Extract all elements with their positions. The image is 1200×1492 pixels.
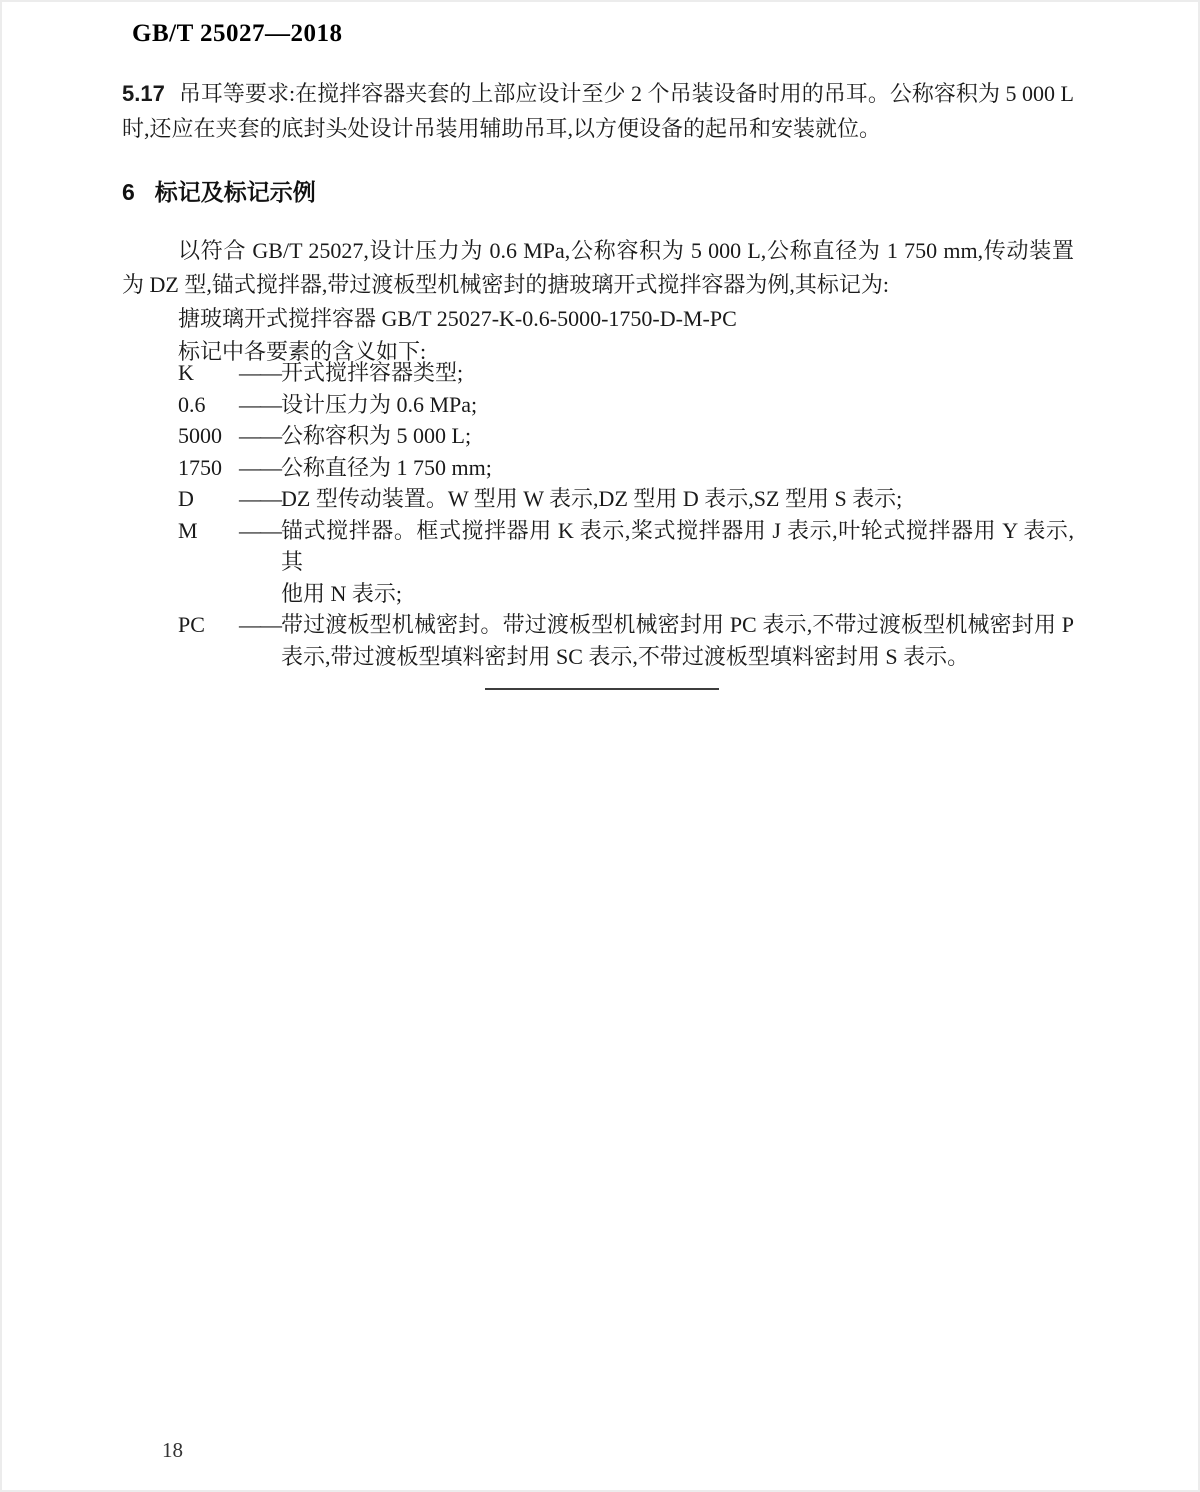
item-code-cell: [178, 452, 281, 484]
item-code-cell: [178, 357, 281, 389]
item-code: 5000: [178, 423, 222, 448]
item-desc-line: 他用 N 表示;: [281, 580, 403, 606]
item-desc-line: 表示,带过渡板型填料密封用 SC 表示,不带过渡板型填料密封用 S 表示。: [281, 643, 970, 669]
item-code: PC: [178, 612, 205, 637]
item-description: [281, 452, 1074, 484]
item-code: D: [178, 486, 194, 511]
item-description: [281, 609, 1074, 672]
em-dash: ——: [239, 423, 281, 448]
paragraph-text: 吊耳等要求:在搅拌容器夹套的上部应设计至少 2 个吊装设备时用的吊耳。公称容积为 5 000 L: [178, 81, 1074, 106]
list-item: [178, 357, 1074, 389]
section-number: 6: [122, 179, 135, 205]
item-desc-line: 开式搅拌容器类型;: [281, 360, 464, 385]
standard-code-header: GB/T 25027—2018: [132, 20, 343, 47]
item-code-cell: [178, 389, 281, 421]
paragraph-line: 为 DZ 型,锚式搅拌器,带过渡板型机械密封的搪玻璃开式搅拌容器为例,其标记为:: [122, 272, 889, 297]
item-code: 1750: [178, 454, 222, 480]
list-item: [178, 609, 1074, 672]
item-code-cell: [178, 420, 281, 452]
clause-number: 5.17: [122, 81, 165, 106]
em-dash: ——: [239, 391, 281, 417]
em-dash: ——: [239, 517, 281, 543]
elements-intro-line: 标记中各要素的含义如下:: [178, 339, 427, 364]
item-desc-line: 锚式搅拌器。框式搅拌器用 K 表示,桨式搅拌器用 J 表示,叶轮式搅拌器用 Y 表示,其: [281, 517, 1074, 574]
intro-paragraph: [122, 234, 1074, 302]
em-dash: ——: [239, 486, 281, 511]
list-item: [178, 420, 1074, 452]
list-item: [178, 483, 1074, 515]
item-description: [281, 515, 1074, 610]
designation-line: 搪玻璃开式搅拌容器 GB/T 25027-K-0.6-5000-1750-D-M-PC: [178, 306, 737, 331]
paragraph-line: 以符合 GB/T 25027,设计压力为 0.6 MPa,公称容积为 5 000 L,公称直径为 1 750 mm,传动装置: [178, 238, 1074, 263]
item-code-cell: [178, 483, 281, 515]
em-dash: ——: [239, 360, 281, 385]
list-item: [178, 515, 1074, 610]
item-desc-line: 公称直径为 1 750 mm;: [281, 454, 492, 480]
item-desc-line: 公称容积为 5 000 L;: [281, 423, 472, 448]
em-dash: ——: [239, 454, 281, 480]
section-6-heading: [122, 174, 316, 207]
clause-5-17-paragraph: [122, 76, 1074, 146]
item-desc-line: 带过渡板型机械密封。带过渡板型机械密封用 PC 表示,不带过渡板型机械密封用 P: [281, 612, 1074, 637]
item-code-cell: [178, 515, 281, 547]
item-description: [281, 357, 1074, 389]
item-description: [281, 420, 1074, 452]
item-code: K: [178, 360, 194, 385]
end-of-text-divider: [485, 688, 719, 690]
item-code: 0.6: [178, 391, 206, 417]
item-description: [281, 389, 1074, 421]
section-title: 标记及标记示例: [154, 179, 316, 205]
item-code: M: [178, 517, 198, 543]
item-desc-line: DZ 型传动装置。W 型用 W 表示,DZ 型用 D 表示,SZ 型用 S 表示;: [281, 486, 903, 511]
item-desc-line: 设计压力为 0.6 MPa;: [281, 391, 478, 417]
page-number: 18: [162, 1438, 183, 1462]
list-item: [178, 389, 1074, 421]
paragraph-line: [122, 76, 1074, 111]
paragraph-line: 时,还应在夹套的底封头处设计吊装用辅助吊耳,以方便设备的起吊和安装就位。: [122, 116, 882, 141]
item-code-cell: [178, 609, 281, 641]
em-dash: ——: [239, 612, 281, 637]
list-item: [178, 452, 1074, 484]
item-description: [281, 483, 1074, 515]
designation-elements-list: [178, 357, 1074, 672]
